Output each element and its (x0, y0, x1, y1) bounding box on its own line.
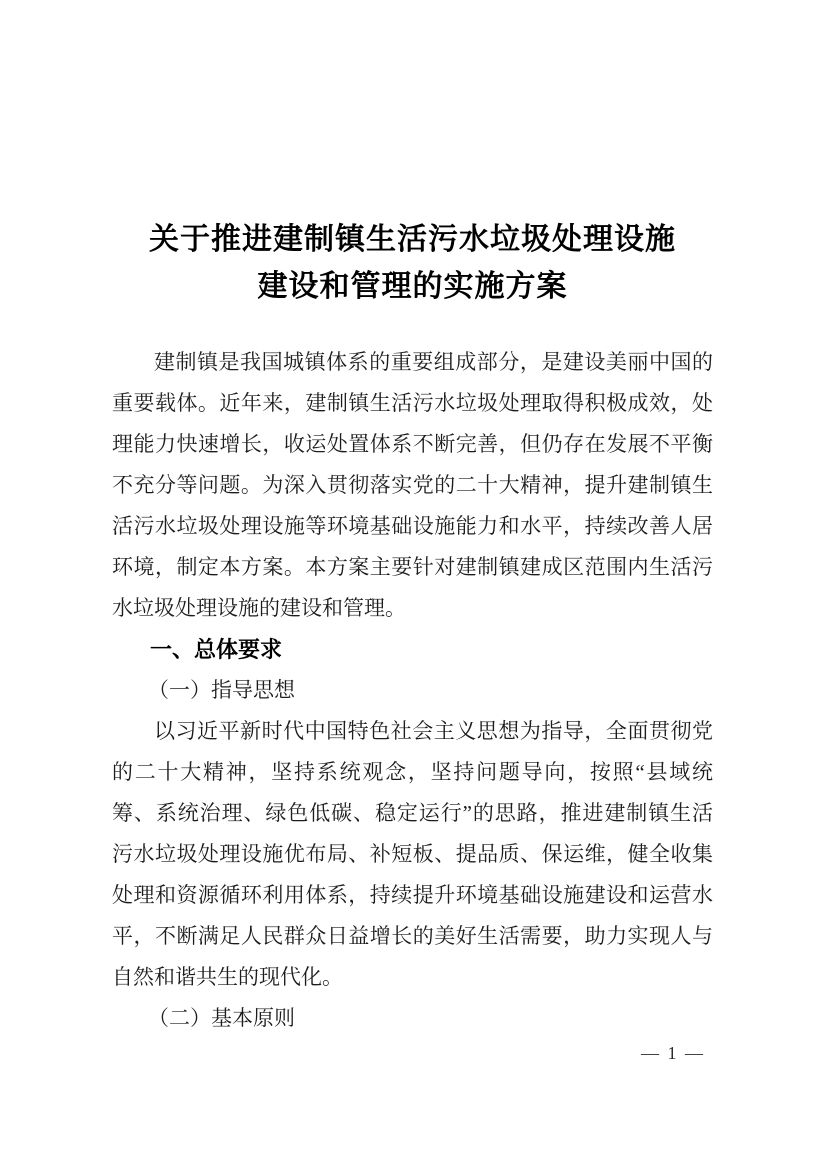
body-line: 不充分等问题。为深入贯彻落实党的二十大精神，提升建制镇生 (112, 473, 713, 497)
body-line: 活污水垃圾处理设施等环境基础设施能力和水平，持续改善人居 (112, 514, 713, 538)
page-number: — 1 — (641, 1043, 705, 1063)
title-line: 关于推进建制镇生活污水垃圾处理设施 (149, 223, 676, 256)
body-line: 水垃圾处理设施的建设和管理。 (112, 596, 406, 620)
document-content (112, 342, 713, 1039)
body-line: 处理和资源循环利用体系，持续提升环境基础设施建设和运营水 (112, 883, 713, 907)
body-line: 自然和谐共生的现代化。 (112, 965, 343, 989)
body-line: 重要载体。近年来，建制镇生活污水垃圾处理取得积极成效，处 (112, 391, 713, 415)
subsection-heading-guiding-ideology: （一）指导思想 (148, 678, 295, 702)
subsection-heading-basic-principles: （二）基本原则 (148, 1006, 295, 1030)
document-body (112, 216, 713, 1039)
body-line: 环境，制定本方案。本方案主要针对建制镇建成区范围内生活污 (112, 555, 713, 579)
body-line: 以习近平新时代中国特色社会主义思想为指导，全面贯彻党 (154, 719, 713, 743)
body-line: 理能力快速增长，收运处置体系不断完善，但仍存在发展不平衡 (112, 432, 713, 456)
body-line: 筹、系统治理、绿色低碳、稳定运行”的思路，推进建制镇生活 (112, 801, 713, 825)
section-heading-overall-requirements: 一、总体要求 (150, 637, 283, 662)
title-line: 建设和管理的实施方案 (257, 270, 568, 303)
body-line: 的二十大精神，坚持系统观念，坚持问题导向，按照“县域统 (112, 760, 713, 784)
intro-paragraph (112, 342, 713, 629)
body-line: 建制镇是我国城镇体系的重要组成部分，是建设美丽中国的 (154, 350, 713, 374)
guiding-ideology-paragraph (112, 711, 713, 998)
body-line: 平，不断满足人民群众日益增长的美好生活需要，助力实现人与 (112, 924, 713, 948)
body-line: 污水垃圾处理设施优布局、补短板、提品质、保运维，健全收集 (112, 842, 713, 866)
document-title (112, 216, 713, 310)
